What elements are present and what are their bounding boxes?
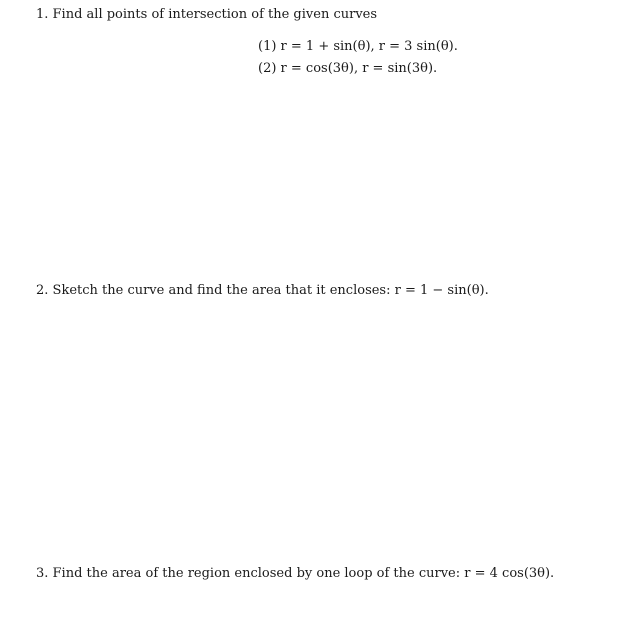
problem-3-prompt: 3. Find the area of the region enclosed by one loop of the curve: r = 4 cos(3θ). <box>36 566 555 581</box>
problem-1-prompt: 1. Find all points of intersection of the given curves <box>36 7 378 22</box>
problem-2-prompt: 2. Sketch the curve and find the area that it encloses: r = 1 − sin(θ). <box>36 283 489 298</box>
problem-1-equation-2: (2) r = cos(3θ), r = sin(3θ). <box>258 61 438 76</box>
problem-1-equation-1: (1) r = 1 + sin(θ), r = 3 sin(θ). <box>258 39 458 54</box>
